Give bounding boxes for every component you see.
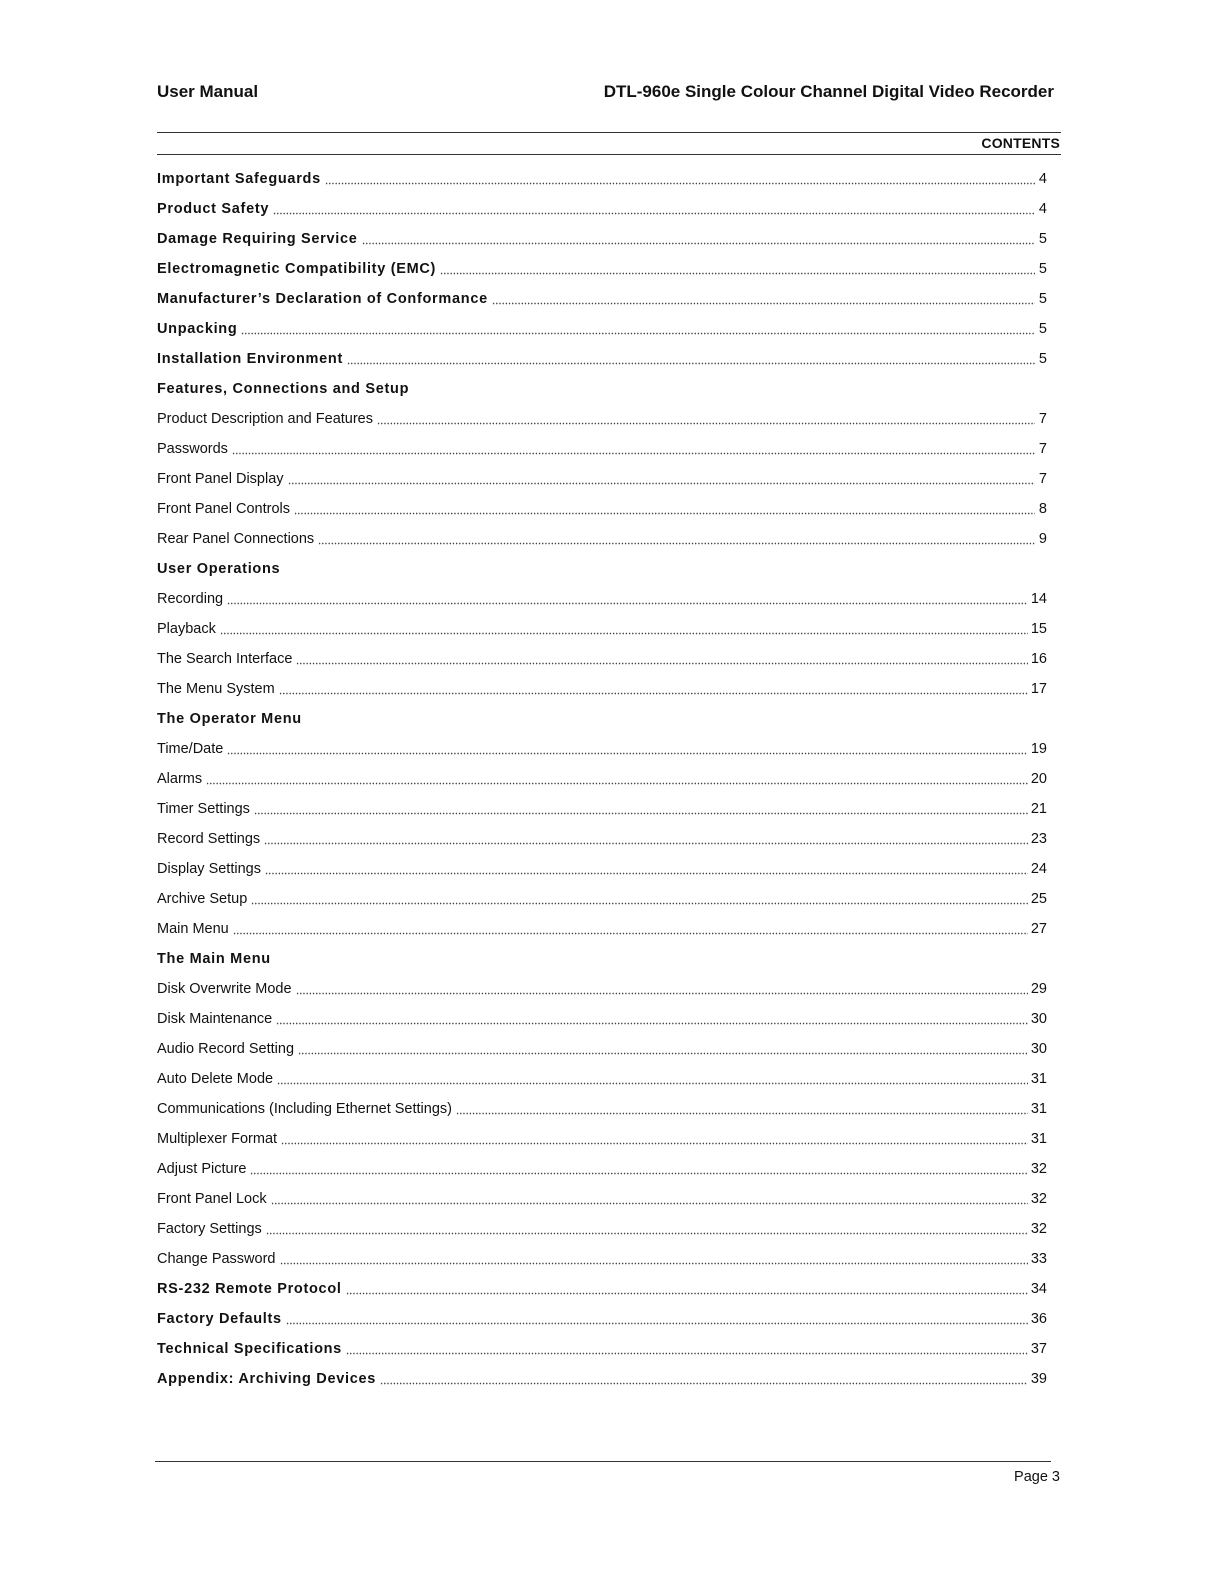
dot-leader [220,629,1028,637]
toc-entry-page: 17 [1030,681,1047,697]
dot-leader [264,839,1028,847]
dot-leader [279,689,1028,697]
toc-entry-page: 7 [1038,411,1047,427]
toc-entry[interactable] [157,194,1047,224]
dot-leader [254,809,1028,817]
dot-leader [227,749,1028,757]
toc-entry[interactable] [157,524,1047,554]
dot-leader [277,1079,1028,1087]
toc-entry-page: 29 [1030,981,1047,997]
toc-entry[interactable] [157,464,1047,494]
toc-entry-title: Auto Delete Mode [157,1071,274,1087]
dot-leader [276,1019,1028,1027]
toc-entry-page: 34 [1030,1281,1047,1297]
toc-entry-title: Front Panel Lock [157,1191,267,1207]
toc-entry-title: Multiplexer Format [157,1131,278,1147]
toc-entry-title: Disk Maintenance [157,1011,273,1027]
toc-entry-title: Important Safeguards [157,171,321,187]
dot-leader [281,1139,1028,1147]
dot-leader [380,1379,1028,1387]
toc-section-heading [157,704,1057,734]
toc-entry-title: Installation Environment [157,351,343,367]
toc-entry-page: 27 [1030,921,1047,937]
toc-entry-title: Features, Connections and Setup [157,381,410,397]
toc-entry-title: Record Settings [157,831,261,847]
toc-entry[interactable] [157,974,1047,1004]
toc-entry-page: 19 [1030,741,1047,757]
toc-entry[interactable] [157,674,1047,704]
toc-entry[interactable] [157,1154,1047,1184]
toc-entry-page: 5 [1038,351,1047,367]
dot-leader [232,449,1035,457]
toc-entry-title: The Search Interface [157,651,293,667]
toc-entry-title: The Main Menu [157,951,271,967]
dot-leader [227,599,1028,607]
toc-entry-title: Adjust Picture [157,1161,247,1177]
toc-entry-title: Technical Specifications [157,1341,342,1357]
header-left-title: User Manual [157,82,259,101]
toc-entry-page: 30 [1030,1011,1047,1027]
header-right-title: DTL-960e Single Colour Channel Digital Video Recorder [603,82,1054,101]
toc-entry-title: The Menu System [157,681,275,697]
toc-entry-title: Product Safety [157,201,270,217]
toc-entry[interactable] [157,1184,1047,1214]
toc-entry[interactable] [157,1124,1047,1154]
dot-leader [362,239,1035,247]
toc-entry-title: Factory Defaults [157,1311,282,1327]
dot-leader [233,929,1028,937]
toc-entry-page: 4 [1038,201,1047,217]
toc-entry-page: 31 [1030,1071,1047,1087]
toc-entry-page: 7 [1038,441,1047,457]
toc-entry-title: Electromagnetic Compatibility (EMC) [157,261,437,277]
dot-leader [266,1229,1028,1237]
page-header [157,82,1054,104]
toc-entry[interactable] [157,224,1047,254]
toc-entry-title: Passwords [157,441,228,457]
dot-leader [318,539,1035,547]
toc-entry-page: 5 [1038,261,1047,277]
toc-entry-page: 31 [1030,1101,1047,1117]
dot-leader [346,1289,1028,1297]
dot-leader [241,329,1035,337]
dot-leader [250,1169,1027,1177]
toc-entry-page: 14 [1030,591,1047,607]
toc-entry[interactable] [157,734,1047,764]
toc-entry[interactable] [157,314,1047,344]
toc-entry[interactable] [157,1004,1047,1034]
toc-entry[interactable] [157,1034,1047,1064]
toc-entry[interactable] [157,1334,1047,1364]
toc-entry-page: 33 [1030,1251,1047,1267]
toc-entry-page: 24 [1030,861,1047,877]
toc-entry-page: 9 [1038,531,1047,547]
toc-entry-title: Product Description and Features [157,411,373,427]
toc-entry-page: 36 [1030,1311,1047,1327]
toc-entry[interactable] [157,434,1047,464]
toc-entry-title: User Operations [157,561,281,577]
toc-entry-title: RS-232 Remote Protocol [157,1281,342,1297]
toc-entry-page: 39 [1030,1371,1047,1387]
toc-entry-title: Playback [157,621,216,637]
toc-entry[interactable] [157,644,1047,674]
dot-leader [377,419,1035,427]
toc-entry-title: Factory Settings [157,1221,262,1237]
toc-entry-title: Recording [157,591,224,607]
toc-entry[interactable] [157,1214,1047,1244]
toc-entry-page: 8 [1038,501,1047,517]
toc-entry-title: Disk Overwrite Mode [157,981,292,997]
toc-entry[interactable] [157,764,1047,794]
dot-leader [492,299,1035,307]
toc-entry[interactable] [157,914,1047,944]
toc-entry[interactable] [157,794,1047,824]
dot-leader [280,1259,1028,1267]
dot-leader [251,899,1028,907]
toc-entry-title: Appendix: Archiving Devices [157,1371,376,1387]
toc-entry[interactable] [157,284,1047,314]
toc-entry[interactable] [157,1094,1047,1124]
dot-leader [346,1349,1028,1357]
dot-leader [265,869,1028,877]
toc-entry-page: 30 [1030,1041,1047,1057]
toc-entry[interactable] [157,1244,1047,1274]
footer-rule [155,1461,1051,1462]
dot-leader [296,659,1027,667]
toc-entry-title: Unpacking [157,321,238,337]
toc-entry-page: 37 [1030,1341,1047,1357]
toc-entry-page: 21 [1030,801,1047,817]
toc-entry[interactable] [157,1364,1047,1394]
dot-leader [294,509,1035,517]
toc-entry-page: 32 [1030,1191,1047,1207]
toc-entry[interactable] [157,854,1047,884]
dot-leader [325,179,1035,187]
toc-entry-page: 4 [1038,171,1047,187]
contents-heading: CONTENTS [981,135,1060,151]
toc-entry-title: Rear Panel Connections [157,531,315,547]
dot-leader [273,209,1035,217]
toc-entry[interactable] [157,1274,1047,1304]
dot-leader [298,1049,1028,1057]
toc-entry-page: 32 [1030,1161,1047,1177]
toc-entry-title: Audio Record Setting [157,1041,295,1057]
dot-leader [286,1319,1028,1327]
toc-entry-page: 16 [1030,651,1047,667]
toc-entry[interactable] [157,614,1047,644]
dot-leader [271,1199,1028,1207]
toc-entry-title: Front Panel Display [157,471,284,487]
toc-entry-page: 31 [1030,1131,1047,1147]
toc-entry-title: Timer Settings [157,801,250,817]
toc-entry-title: Manufacturer’s Declaration of Conformance [157,291,488,307]
toc-section-heading [157,374,1057,404]
dot-leader [296,989,1028,997]
toc-entry-page: 5 [1038,291,1047,307]
dot-leader [206,779,1028,787]
toc-entry-title: Damage Requiring Service [157,231,358,247]
toc-entry[interactable] [157,404,1047,434]
toc-entry-title: Main Menu [157,921,229,937]
toc-entry[interactable] [157,164,1047,194]
toc-entry-title: The Operator Menu [157,711,302,727]
top-rule [157,132,1061,133]
toc-entry-page: 7 [1038,471,1047,487]
toc-entry-title: Display Settings [157,861,261,877]
contents-rule [157,154,1061,155]
toc-entry-title: Communications (Including Ethernet Settings) [157,1101,452,1117]
toc-entry-page: 32 [1030,1221,1047,1237]
toc-section-heading [157,554,1057,584]
toc-entry-page: 15 [1030,621,1047,637]
toc-entry[interactable] [157,1304,1047,1334]
dot-leader [456,1109,1028,1117]
toc-entry-title: Archive Setup [157,891,248,907]
toc-entry-page: 23 [1030,831,1047,847]
toc-entry-page: 5 [1038,231,1047,247]
toc-entry-title: Change Password [157,1251,276,1267]
toc-entry[interactable] [157,344,1047,374]
toc-entry-title: Time/Date [157,741,224,757]
toc-entry-title: Front Panel Controls [157,501,290,517]
toc-entry[interactable] [157,1064,1047,1094]
dot-leader [288,479,1035,487]
dot-leader [347,359,1035,367]
toc-entry[interactable] [157,884,1047,914]
toc-section-heading [157,944,1057,974]
toc-entry-page: 25 [1030,891,1047,907]
toc-entry[interactable] [157,494,1047,524]
toc-entry[interactable] [157,584,1047,614]
toc-entry[interactable] [157,254,1047,284]
toc-entry[interactable] [157,824,1047,854]
dot-leader [440,269,1035,277]
toc-entry-page: 20 [1030,771,1047,787]
toc-entry-page: 5 [1038,321,1047,337]
toc-entry-title: Alarms [157,771,203,787]
page-number: Page 3 [1014,1469,1060,1485]
table-of-contents [157,164,1057,1394]
